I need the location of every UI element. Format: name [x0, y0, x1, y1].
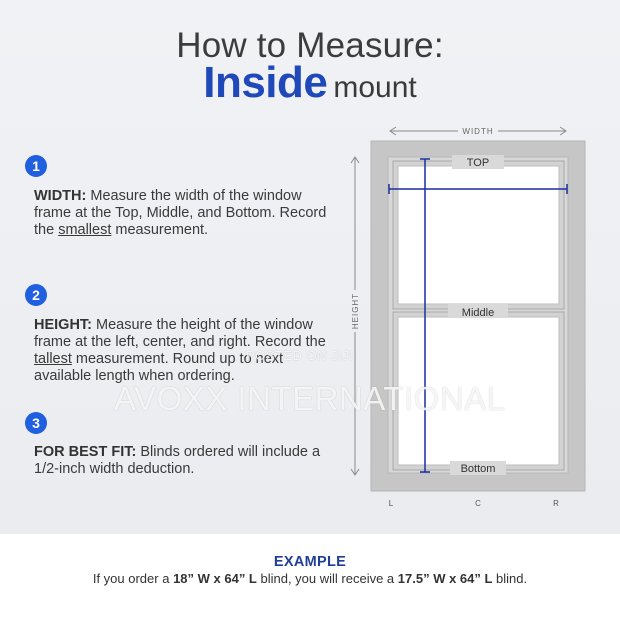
step-1-body: Measure the width of the window frame at the Top, Middle, and Bottom. Record the — [34, 188, 327, 238]
step-2-tail: measurement. Round up to next available length when ordering. — [34, 351, 284, 384]
step-1-badge: 1 — [25, 155, 47, 177]
height-dimension — [351, 157, 360, 475]
step-3-label: FOR BEST FIT: — [34, 444, 137, 460]
example-part-3: blind. — [492, 571, 528, 586]
width-dimension — [390, 127, 566, 136]
example-panel — [0, 534, 620, 620]
step-2-body: Measure the height of the window frame at the left, center, and right. Record the — [34, 317, 326, 350]
step-3-badge: 3 — [25, 412, 47, 434]
step-3-body: Blinds ordered will include a 1/2-inch width deduction. — [34, 444, 321, 477]
watermark-large: AVOXX INTERNATIONAL — [114, 380, 506, 417]
example-order-size: 18” W x 64” L — [173, 571, 257, 586]
title-mount: mount — [333, 71, 417, 104]
height-dimension-label: HEIGHT — [351, 292, 360, 330]
example-title: EXAMPLE — [273, 554, 347, 570]
title-inside: Inside — [203, 58, 328, 107]
bottom-label: Bottom — [460, 463, 496, 475]
example-part-2: blind, you will receive a — [256, 571, 398, 586]
step-2-label: HEIGHT: — [34, 317, 92, 333]
middle-label: Middle — [461, 307, 495, 319]
example-part-1: If you order a — [92, 571, 174, 586]
title-line-1: How to Measure: — [176, 26, 444, 65]
step-1-emphasis: smallest — [58, 222, 112, 238]
left-label: L — [388, 499, 394, 508]
example-text — [0, 571, 620, 586]
step-2-emphasis: tallest — [34, 351, 72, 367]
watermark-small: POSTED ON JIJI — [246, 348, 354, 363]
right-label: R — [553, 499, 559, 508]
width-dimension-label: WIDTH — [462, 127, 494, 136]
example-receive-size: 17.5” W x 64” L — [397, 571, 493, 586]
step-1-tail: measurement. — [111, 222, 209, 238]
step-2-badge: 2 — [25, 284, 47, 306]
upper-glass — [398, 166, 559, 304]
top-label: TOP — [466, 157, 490, 169]
center-label: C — [475, 499, 481, 508]
step-1-label: WIDTH: — [34, 188, 87, 204]
